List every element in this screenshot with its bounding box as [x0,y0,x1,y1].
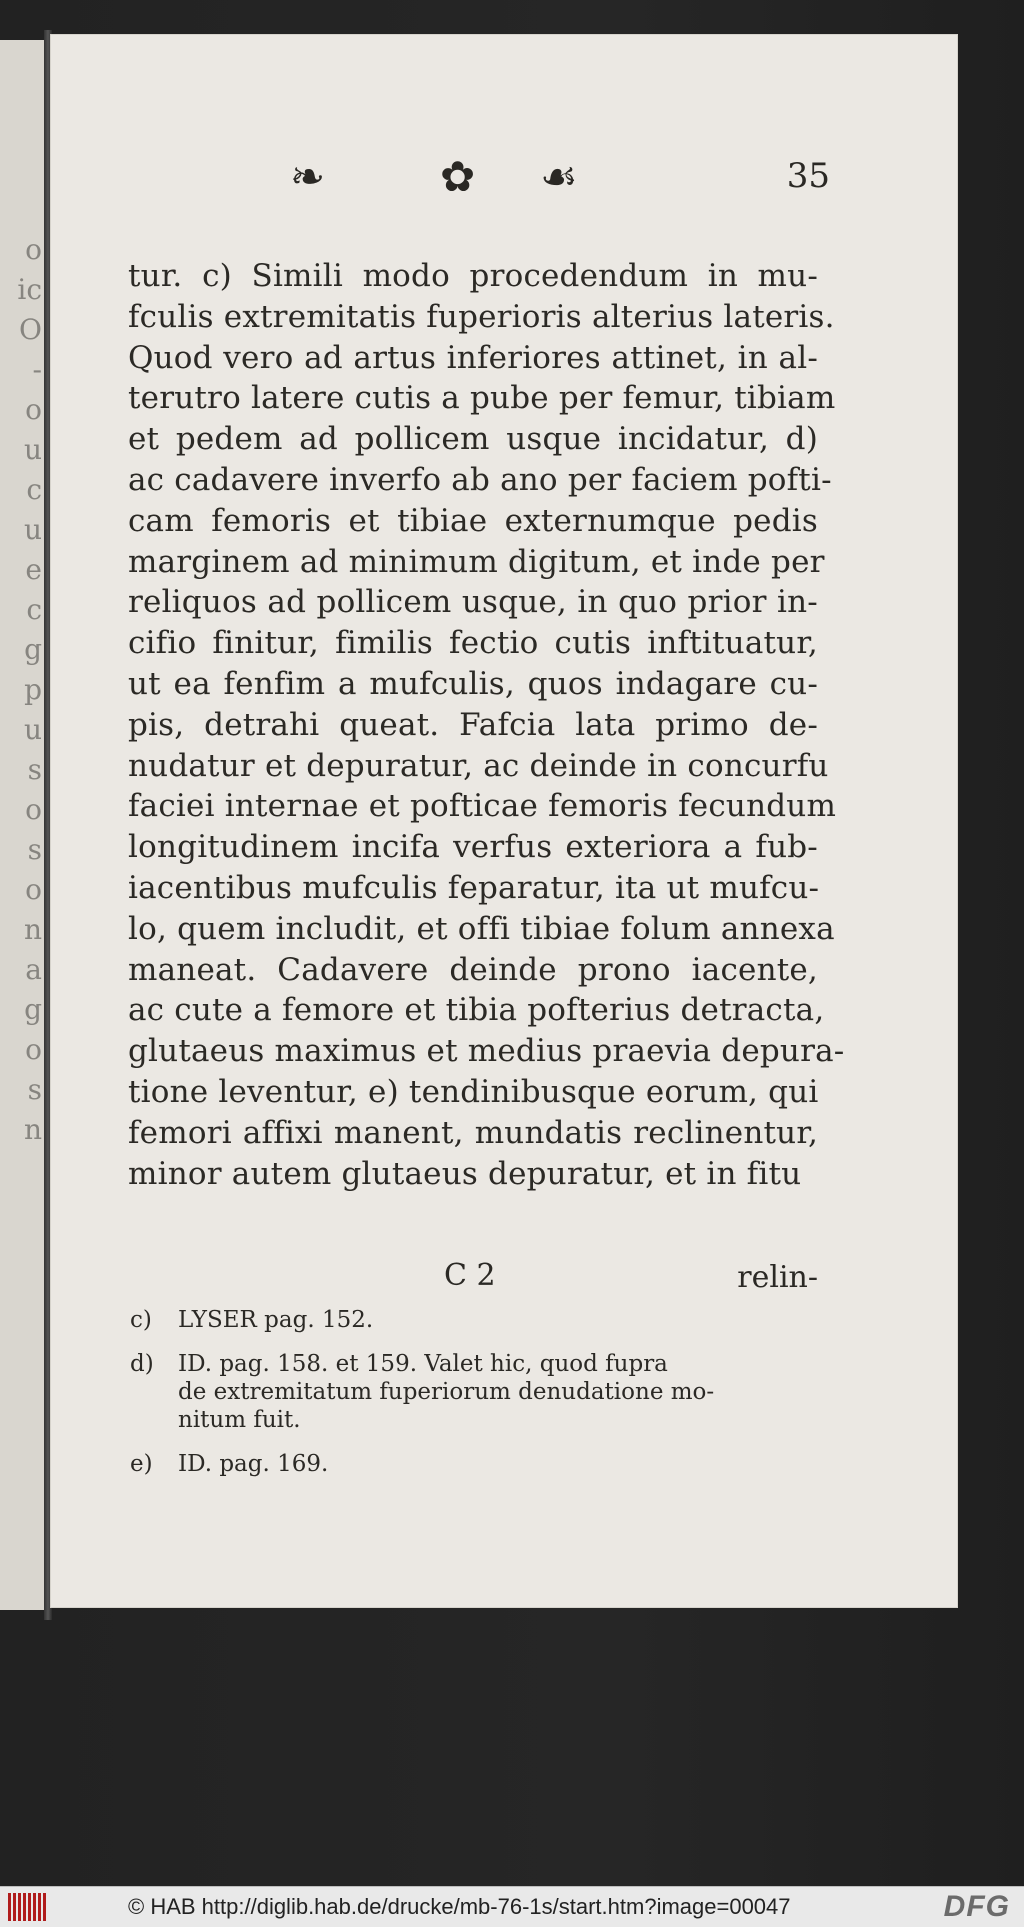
bleed-glyph: a [25,953,42,986]
bleed-glyph: g [24,633,42,666]
hab-logo-icon [8,1893,46,1921]
footnote-text: ID. pag. 158. et 159. Valet hic, quod fupra [178,1351,668,1377]
body-line: iacentibus mufculis feparatur, ita ut mufcu- [128,869,820,906]
footnote-text-continued: nitum fuit. [178,1407,301,1433]
bleed-glyph: ic [17,273,42,306]
body-line: femori affixi manent, mundatis reclinentur, [128,1114,818,1151]
footnote-text: ID. pag. 169. [178,1451,329,1477]
body-text [128,256,845,1194]
bleed-glyph: c [26,473,42,506]
body-line: longitudinem incifa verfus exteriora a fub- [128,829,818,866]
page-number: 35 [786,156,830,196]
ornament-center-icon: ✿ [440,152,476,201]
body-line: pis, detrahi queat. Fafcia lata primo de- [128,706,818,743]
signature-row [128,1258,818,1298]
previous-page-edge [0,40,48,1610]
dfg-logo: DFG [943,1890,1010,1923]
footer-copyright-link[interactable]: © HAB http://diglib.hab.de/drucke/mb-76-1s/start.htm?image=00047 [128,1894,791,1919]
body-line: glutaeus maximus et medius praevia depura- [128,1033,845,1070]
bleed-glyph: s [27,1073,42,1106]
footnote-text-continued: de extremitatum fuperiorum denudatione mo- [178,1379,715,1405]
bleed-glyph: u [23,713,42,746]
bleed-glyph: o [25,873,42,906]
footnote-e [130,1450,810,1478]
bleed-glyph: s [27,833,42,866]
footnote-mark: e) [130,1451,153,1477]
body-line: terutro latere cutis a pube per femur, tibiam [128,380,836,417]
signature-mark: C 2 [444,1258,496,1293]
body-line: reliquos ad pollicem usque, in quo prior in- [128,584,818,621]
body-line: ac cute a femore et tibia pofterius detracta, [128,992,825,1029]
body-line: lo, quem includit, et offi tibiae folum annexa [128,910,835,947]
bleed-glyph: g [24,993,42,1026]
footer-bar [0,1886,1024,1927]
body-line: cifio finitur, fimilis fectio cutis inftituatur, [128,625,818,662]
body-line: ac cadavere inverfo ab ano per faciem pofti- [128,461,832,498]
previous-page-bleed-text [0,230,46,1150]
body-line: minor autem glutaeus depuratur, et in fitu [128,1155,802,1192]
body-line: ut ea fenfim a mufculis, quos indagare cu- [128,665,818,702]
page-header [290,152,830,222]
footnotes [130,1306,810,1494]
body-line: cam femoris et tibiae externumque pedis [128,502,818,539]
footnote-d [130,1350,810,1434]
catchword: relin- [737,1260,818,1295]
footnote-text: LYSER pag. 152. [178,1307,374,1333]
ornament-left-icon: ❧ [290,152,326,201]
bleed-glyph: o [25,233,42,266]
body-line: Quod vero ad artus inferiores attinet, in al- [128,339,818,376]
body-line: faciei internae et pofticae femoris fecundum [128,788,837,825]
bleed-glyph: o [25,393,42,426]
bleed-glyph: O [19,313,42,346]
ornament-right-icon: ☙ [540,152,578,201]
body-line: marginem ad minimum digitum, et inde per [128,543,825,580]
body-line: fculis extremitatis fuperioris alterius lateris. [128,298,835,335]
body-line: tione leventur, e) tendinibusque eorum, qui [128,1073,819,1110]
bleed-glyph: c [26,593,42,626]
bleed-glyph: o [25,1033,42,1066]
footnote-c [130,1306,810,1334]
bleed-glyph: n [23,1113,42,1146]
body-line: nudatur et depuratur, ac deinde in concurfu [128,747,829,784]
bleed-glyph: u [23,513,42,546]
bleed-glyph: s [27,753,42,786]
bleed-glyph: u [23,433,42,466]
body-line: et pedem ad pollicem usque incidatur, d) [128,421,818,458]
bleed-glyph: o [25,793,42,826]
footnote-mark: d) [130,1351,154,1377]
body-line: tur. c) Simili modo procedendum in mu- [128,258,818,294]
book-page [50,34,958,1608]
bleed-glyph: e [25,553,42,586]
footnote-mark: c) [130,1307,152,1333]
bleed-glyph: n [23,913,42,946]
body-line: maneat. Cadavere deinde prono iacente, [128,951,818,988]
bleed-glyph: - [32,353,42,386]
bleed-glyph: p [24,673,42,706]
